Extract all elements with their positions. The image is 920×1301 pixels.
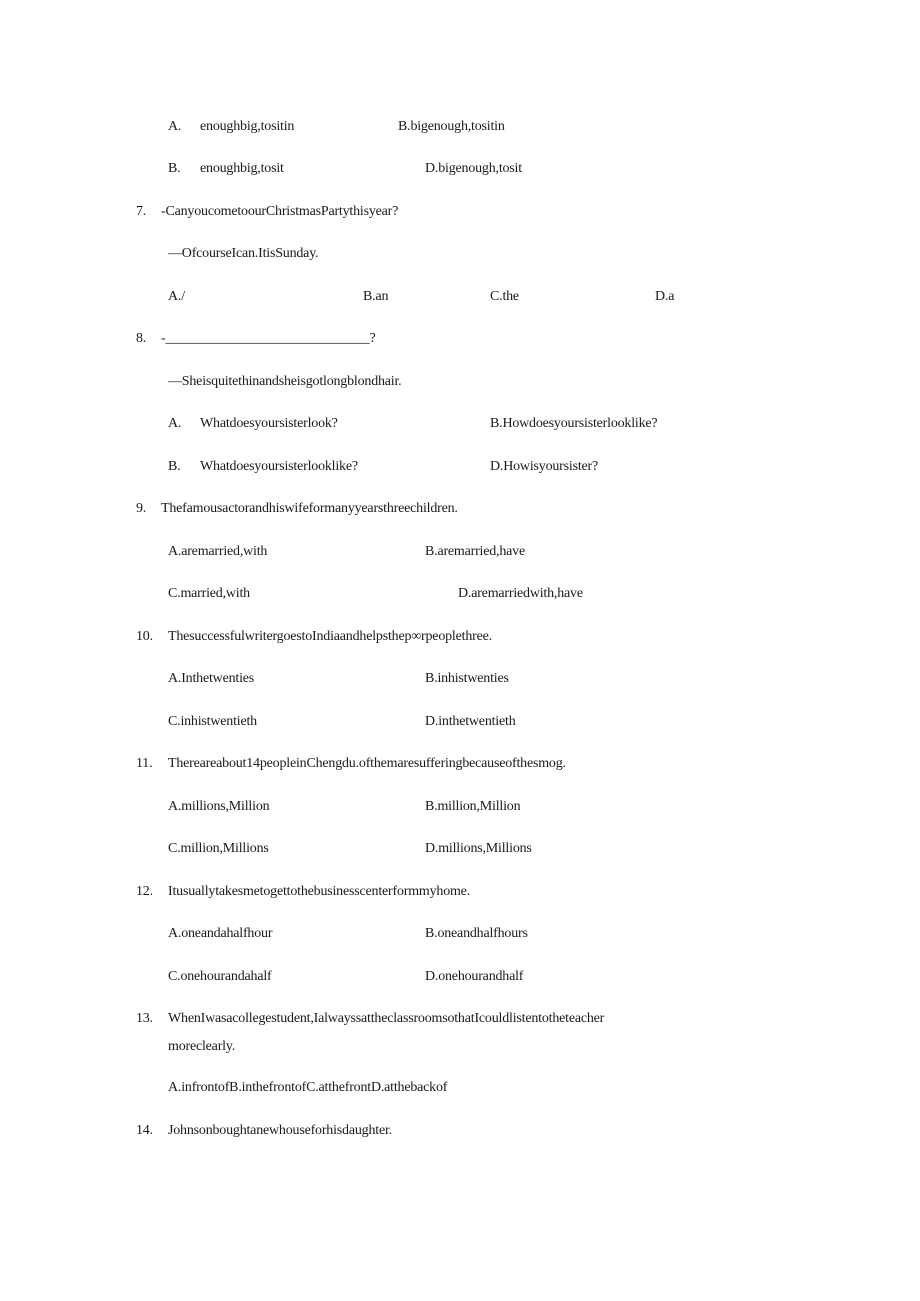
- q7-question: -CanyoucometoourChristmasPartythisyear?: [161, 204, 399, 219]
- q13-question-line2: moreclearly.: [168, 1039, 236, 1054]
- q9-option-b: B.aremarried,have: [425, 544, 525, 559]
- q10-option-c: C.inhistwentieth: [168, 714, 257, 729]
- q6-option-a-text: enoughbig,tositin: [200, 119, 295, 134]
- q6-option-c-letter: B.: [168, 161, 181, 176]
- q12-option-a: A.oneandahalfhour: [168, 926, 273, 941]
- q7-option-a: A./: [168, 289, 185, 304]
- q14-question: Johnsonboughtanewhouseforhisdaughter.: [168, 1123, 392, 1138]
- q11-option-c: C.million,Millions: [168, 841, 269, 856]
- q6-option-d: D.bigenough,tosit: [425, 161, 522, 176]
- q8-option-b: B.Howdoesyoursisterlooklike?: [490, 416, 658, 431]
- q13-number: 13.: [136, 1011, 153, 1026]
- q7-option-d: D.a: [655, 289, 675, 304]
- q7-option-c: C.the: [490, 289, 519, 304]
- q12-question: Itusuallytakesmetogettothebusinesscenterformmyhome.: [168, 884, 470, 899]
- q10-option-d: D.inthetwentieth: [425, 714, 516, 729]
- q13-options: A.infrontofB.inthefrontofC.atthefrontD.atthebackof: [168, 1080, 448, 1095]
- q11-question: Thereareabout14peopleinChengdu.ofthemaresufferingbecauseofthesmog.: [168, 756, 566, 771]
- q7-answer: —OfcourseIcan.ItisSunday.: [168, 246, 319, 261]
- q7-option-b: B.an: [363, 289, 389, 304]
- q8-option-a-letter: A.: [168, 416, 182, 431]
- q8-prompt: -______________________________?: [161, 331, 376, 346]
- q12-option-d: D.onehourandhalf: [425, 969, 524, 984]
- q7-number: 7.: [136, 204, 147, 219]
- q8-option-a-text: Whatdoesyoursisterlook?: [200, 416, 338, 431]
- q9-option-d: D.aremarriedwith,have: [458, 586, 583, 601]
- q11-option-b: B.million,Million: [425, 799, 521, 814]
- q14-number: 14.: [136, 1123, 153, 1138]
- q8-answer: —Sheisquitethinandsheisgotlongblondhair.: [168, 374, 402, 389]
- q8-option-c-letter: B.: [168, 459, 181, 474]
- q11-option-a: A.millions,Million: [168, 799, 270, 814]
- q11-option-d: D.millions,Millions: [425, 841, 532, 856]
- q6-option-c-text: enoughbig,tosit: [200, 161, 284, 176]
- q6-option-a-letter: A.: [168, 119, 182, 134]
- q10-option-a: A.Inthetwenties: [168, 671, 255, 686]
- q10-number: 10.: [136, 629, 153, 644]
- q9-option-c: C.married,with: [168, 586, 250, 601]
- q9-option-a: A.aremarried,with: [168, 544, 268, 559]
- q12-option-c: C.onehourandahalf: [168, 969, 272, 984]
- q12-option-b: B.oneandhalfhours: [425, 926, 528, 941]
- q8-option-c-text: Whatdoesyoursisterlooklike?: [200, 459, 358, 474]
- q13-question-line1: WhenIwasacollegestudent,IalwayssattheclassroomsothatIcouldlistentotheteacher: [168, 1011, 605, 1026]
- q6-option-b: B.bigenough,tositin: [398, 119, 505, 134]
- q11-number: 11.: [136, 756, 153, 771]
- q9-number: 9.: [136, 501, 147, 516]
- q8-option-d: D.Howisyoursister?: [490, 459, 598, 474]
- q9-question: Thefamousactorandhiswifeformanyyearsthreechildren.: [161, 501, 458, 516]
- q12-number: 12.: [136, 884, 153, 899]
- q8-number: 8.: [136, 331, 147, 346]
- q10-option-b: B.inhistwenties: [425, 671, 509, 686]
- q10-question: ThesuccessfulwritergoestoIndiaandhelpsthep∞rpeoplethree.: [168, 629, 492, 644]
